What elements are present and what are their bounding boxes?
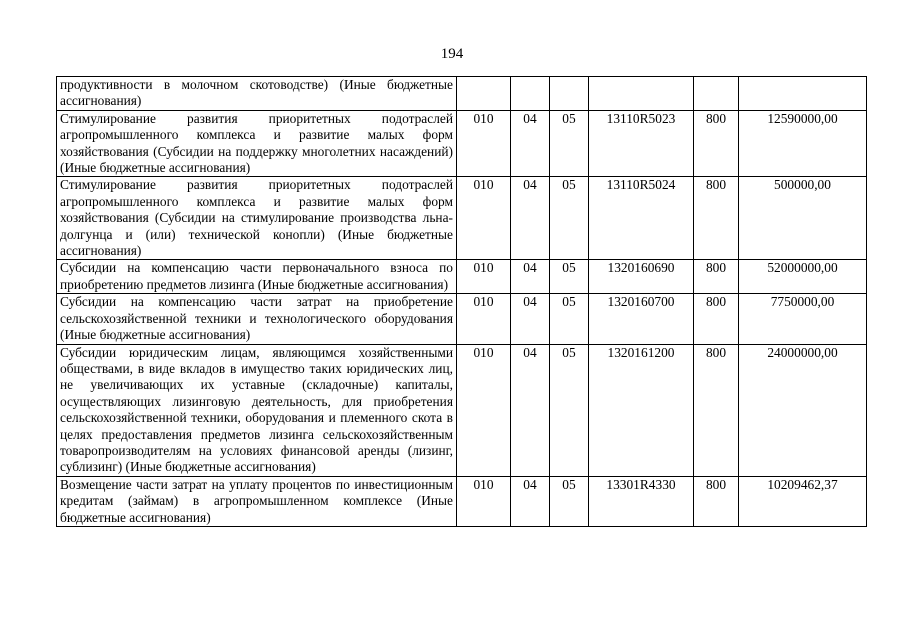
- expense-type-cell: [694, 77, 739, 111]
- row-description: Возмещение части затрат на уплату процентов по инвестиционным кредитам (займам) в агропромышленном комплексе (Иные бюджетные ассигнования): [57, 476, 457, 526]
- target-article-cell: 1320161200: [589, 344, 694, 476]
- row-description: Стимулирование развития приоритетных подотраслей агропромышленного комплекса и развитие малых форм хозяйствования (Субсидии на поддержку многолетних насаждений) (Иные бюджетные ассигнования): [57, 110, 457, 177]
- subsection-code-cell: 05: [550, 476, 589, 526]
- section-code-cell: 04: [511, 344, 550, 476]
- section-code-cell: 04: [511, 476, 550, 526]
- expense-type-cell: 800: [694, 260, 739, 294]
- subsection-code-cell: 05: [550, 260, 589, 294]
- ministry-code-cell: 010: [457, 110, 511, 177]
- amount-cell: 52000000,00: [739, 260, 867, 294]
- section-code-cell: 04: [511, 110, 550, 177]
- row-description: продуктивности в молочном скотоводстве) (Иные бюджетные ассигнования): [57, 77, 457, 111]
- table-row: [57, 177, 867, 260]
- target-article-cell: 13110R5023: [589, 110, 694, 177]
- subsection-code-cell: 05: [550, 294, 589, 344]
- amount-cell: 12590000,00: [739, 110, 867, 177]
- expense-type-cell: 800: [694, 294, 739, 344]
- expense-type-cell: 800: [694, 344, 739, 476]
- target-article-cell: 1320160690: [589, 260, 694, 294]
- row-description: Субсидии юридическим лицам, являющимся хозяйственными обществами, в виде вкладов в имущество таких юридических лиц, не увеличивающих их уставные (складочные) капиталы, осуществляющих лизинговую деятельность, для приобретения сельскохозяйственной техники, оборудования и племенного скота в целях предоставления предметов лизинга сельскохозяйственным товаропроизводителям на условиях финансовой аренды (лизинг, сублизинг) (Иные бюджетные ассигнования): [57, 344, 457, 476]
- subsection-code-cell: 05: [550, 177, 589, 260]
- target-article-cell: 13110R5024: [589, 177, 694, 260]
- expense-type-cell: 800: [694, 177, 739, 260]
- ministry-code-cell: 010: [457, 260, 511, 294]
- page-number: 194: [440, 46, 464, 62]
- table-row: [57, 294, 867, 344]
- amount-cell: 24000000,00: [739, 344, 867, 476]
- amount-cell: 10209462,37: [739, 476, 867, 526]
- budget-table: [56, 76, 867, 527]
- expense-type-cell: 800: [694, 476, 739, 526]
- amount-cell: 7750000,00: [739, 294, 867, 344]
- amount-cell: [739, 77, 867, 111]
- ministry-code-cell: 010: [457, 294, 511, 344]
- subsection-code-cell: [550, 77, 589, 111]
- ministry-code-cell: 010: [457, 476, 511, 526]
- section-code-cell: [511, 77, 550, 111]
- ministry-code-cell: [457, 77, 511, 111]
- target-article-cell: 13301R4330: [589, 476, 694, 526]
- section-code-cell: 04: [511, 294, 550, 344]
- ministry-code-cell: 010: [457, 344, 511, 476]
- table-row: [57, 110, 867, 177]
- row-description: Субсидии на компенсацию части первоначального взноса по приобретению предметов лизинга (Иные бюджетные ассигнования): [57, 260, 457, 294]
- row-description: Стимулирование развития приоритетных подотраслей агропромышленного комплекса и развитие малых форм хозяйствования (Субсидии на стимулирование производства льна-долгунца и (или) технической конопли) (Иные бюджетные ассигнования): [57, 177, 457, 260]
- subsection-code-cell: 05: [550, 344, 589, 476]
- target-article-cell: 1320160700: [589, 294, 694, 344]
- table-row: [57, 344, 867, 476]
- expense-type-cell: 800: [694, 110, 739, 177]
- table-row: [57, 77, 867, 111]
- row-description: Субсидии на компенсацию части затрат на приобретение сельскохозяйственной техники и технологического оборудования (Иные бюджетные ассигнования): [57, 294, 457, 344]
- section-code-cell: 04: [511, 260, 550, 294]
- ministry-code-cell: 010: [457, 177, 511, 260]
- target-article-cell: [589, 77, 694, 111]
- section-code-cell: 04: [511, 177, 550, 260]
- table-row: [57, 476, 867, 526]
- subsection-code-cell: 05: [550, 110, 589, 177]
- table-row: [57, 260, 867, 294]
- amount-cell: 500000,00: [739, 177, 867, 260]
